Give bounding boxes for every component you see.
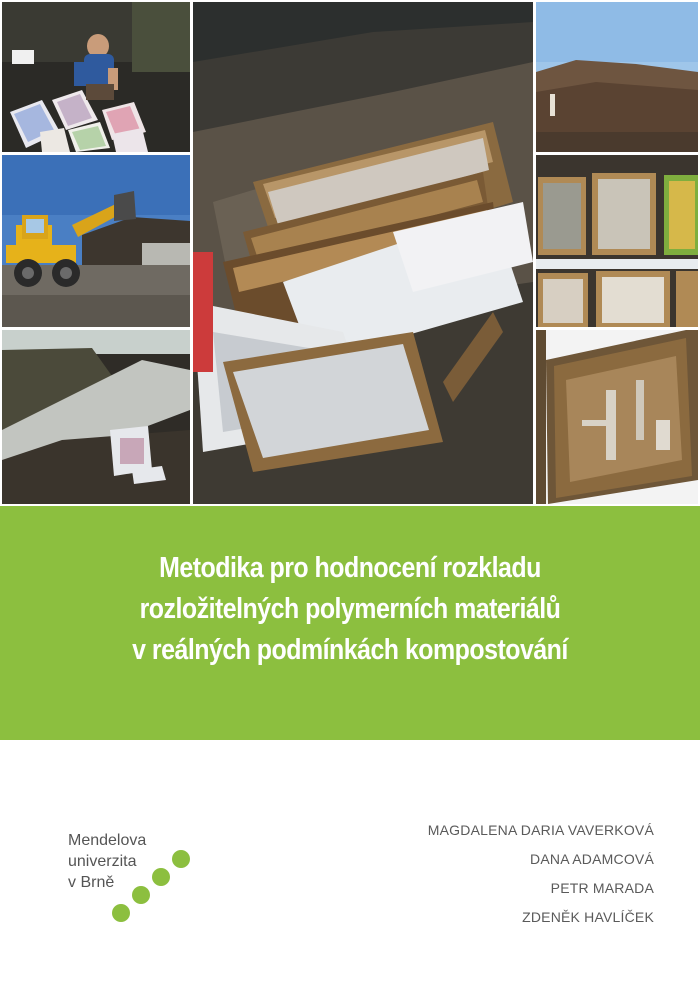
- university-logo: [68, 830, 268, 930]
- title-line-3: v reálných podmínkách kompostování: [132, 634, 568, 666]
- logo-line-1: Mendelova: [68, 832, 147, 849]
- photo-main-frames: [193, 2, 533, 504]
- title-line-1: Metodika pro hodnocení rozkladu: [159, 552, 541, 584]
- photo-sample-sorting: [2, 2, 190, 152]
- logo-dot: [172, 850, 190, 868]
- logo-dot: [152, 868, 170, 886]
- photo-windrow: [2, 330, 190, 504]
- document-title: [49, 548, 651, 671]
- photo-sample-grid: [536, 155, 698, 327]
- logo-line-2: univerzita: [68, 853, 137, 870]
- logo-line-3: v Brně: [68, 874, 115, 891]
- logo-wordmark: [68, 830, 146, 893]
- author-list: [428, 822, 654, 938]
- logo-dot: [112, 904, 130, 922]
- author-name: DANA ADAMCOVÁ: [530, 851, 654, 867]
- photo-compost-heap: [536, 2, 698, 152]
- author-name: ZDENĚK HAVLÍČEK: [522, 909, 654, 925]
- author-name: PETR MARADA: [550, 880, 654, 896]
- title-line-2: rozložitelných polymerních materiálů: [139, 593, 561, 625]
- logo-dot: [132, 886, 150, 904]
- author-name: MAGDALENA DARIA VAVERKOVÁ: [427, 822, 654, 838]
- photo-degraded-sample: [536, 330, 698, 504]
- photo-loader: [2, 155, 190, 327]
